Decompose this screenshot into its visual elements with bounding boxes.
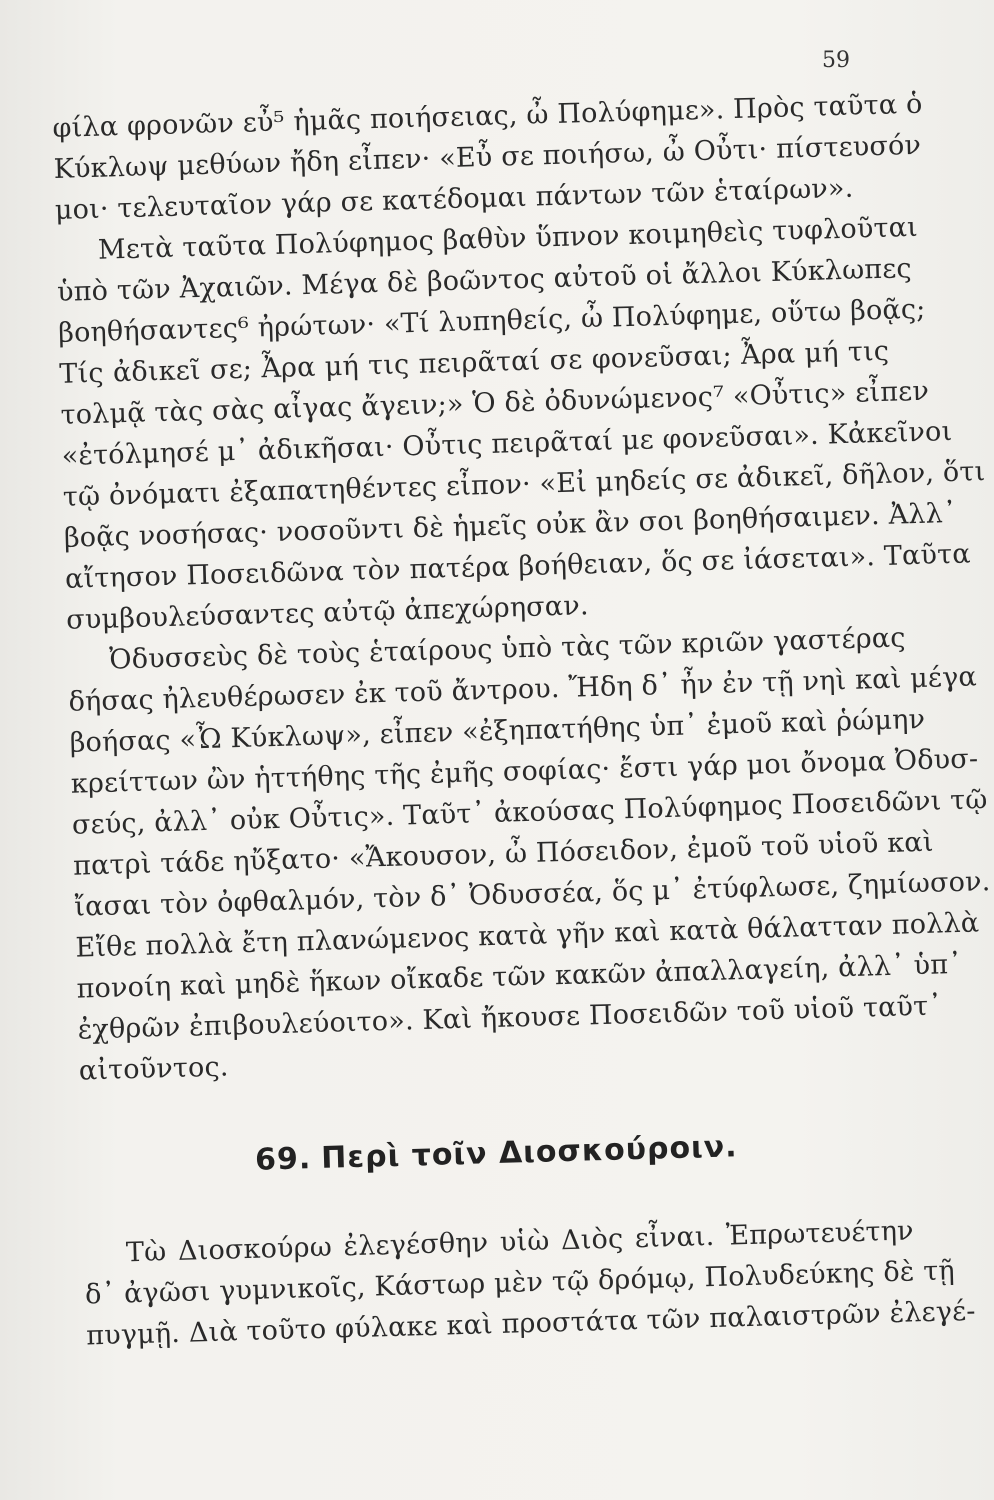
- text-line: Εἴθε πολλὰ ἔτη πλανώμενος κατὰ γῆν καὶ κατὰ θάλατταν πολλὰ: [75, 907, 980, 964]
- text-line: μοι· τελευταῖον γάρ σε κατέδομαι πάντων τῶν ἑταίρων».: [54, 172, 854, 226]
- text-line: ἴασαι τὸν ὀφθαλμόν, τὸν δ᾽ Ὀδυσσέα, ὅς μ᾽ ἐτύφλωσε, ζημίωσον.: [73, 866, 991, 923]
- paragraph: [55, 208, 986, 641]
- text-line: βοήσας «Ὦ Κύκλωψ», εἶπεν «ἐξηπατήθης ὑπ᾽ ἐμοῦ καὶ ῥώμην: [69, 703, 926, 759]
- paragraphs-top: [52, 85, 991, 1092]
- text-line: πυγμῇ. Διὰ τοῦτο φύλακε καὶ προστάτα τῶν παλαιστρῶν ἐλεγέ-: [85, 1295, 977, 1352]
- text-line: τῷ ὀνόματι ἐξαπατηθέντες εἶπον· «Εἰ μηδείς σε ἀδικεῖ, δῆλον, ὅτι: [62, 456, 986, 513]
- text-line: Τίς ἀδικεῖ σε; Ἆρα μή τις πειρᾶταί σε φονεῦσαι; Ἆρα μή τις: [59, 335, 890, 390]
- paragraph: [52, 85, 923, 231]
- text-line: Μετὰ ταῦτα Πολύφημος βαθὺν ὕπνον κοιμηθεὶς τυφλοῦται: [97, 211, 919, 266]
- text-line: πονοίη καὶ μηδὲ ἥκων οἴκαδε τῶν κακῶν ἀπαλλαγείη, ἀλλ᾽ ὑπ᾽: [76, 948, 963, 1005]
- text-line: συμβουλεύσαντες αὐτῷ ἀπεχώρησαν.: [65, 590, 590, 636]
- section-title: Περὶ τοῖν Διοσκούροιν.: [320, 1129, 739, 1176]
- paragraphs-bottom: [83, 1210, 977, 1356]
- text-line: πατρὶ τάδε ηὔξατο· «Ἄκουσον, ὦ Πόσειδον, ἐμοῦ τοῦ υἱοῦ καὶ: [72, 826, 934, 882]
- text-block: [52, 85, 991, 1357]
- text-line: δήσας ἠλευθέρωσεν ἐκ τοῦ ἄντρου. Ἤδη δ᾽ ἦν ἐν τῇ νηὶ καὶ μέγα: [68, 661, 978, 718]
- page-number: 59: [822, 48, 850, 73]
- text-line: «ἐτόλμησέ μ᾽ ἀδικῆσαι· Οὖτις πειρᾶταί με φονεῦσαι». Κἀκεῖνοι: [61, 415, 953, 472]
- text-line: κρείττων ὢν ἡττήθης τῆς ἐμῆς σοφίας· ἔστι γάρ μοι ὄνομα Ὀδυσ-: [70, 743, 979, 800]
- text-line: δ᾽ ἀγῶσι γυμνικοῖς, Κάστωρ μὲν τῷ δρόμῳ, Πολυδεύκης δὲ τῇ: [84, 1255, 956, 1311]
- text-line: ὑπὸ τῶν Ἀχαιῶν. Μέγα δὲ βοῶντος αὐτοῦ οἱ ἄλλοι Κύκλωπες: [56, 253, 913, 308]
- text-line: φίλα φρονῶν εὖ⁵ ἡμᾶς ποιήσειας, ὦ Πολύφημε». Πρὸς ταῦτα ὁ: [52, 88, 923, 144]
- section-heading: [81, 1122, 912, 1185]
- text-line: αἰτοῦντος.: [78, 1051, 230, 1087]
- text-line: βοηθήσαντες⁶ ἠρώτων· «Τί λυπηθείς, ὦ Πολύφημε, οὕτω βοᾷς;: [57, 293, 926, 349]
- text-line: Ὀδυσσεὺς δὲ τοὺς ἑταίρους ὑπὸ τὰς τῶν κριῶν γαστέρας: [109, 622, 906, 676]
- paragraph: [83, 1210, 977, 1356]
- text-line: αἴτησον Ποσειδῶνα τὸν πατέρα βοήθειαν, ὅς σε ἰάσεται». Ταῦτα: [64, 538, 972, 595]
- text-line: βοᾷς νοσήσας· νοσοῦντι δὲ ἡμεῖς οὐκ ἂν σοι βοηθήσαιμεν. Ἀλλ᾽: [63, 497, 958, 554]
- text-line: σεύς, ἀλλ᾽ οὐκ Οὖτις». Ταῦτ᾽ ἀκούσας Πολύφημος Ποσειδῶνι τῷ: [71, 784, 988, 841]
- section-number: 69.: [254, 1141, 312, 1178]
- text-line: Κύκλωψ μεθύων ἤδη εἶπεν· «Εὖ σε ποιήσω, ὦ Οὖτι· πίστευσόν: [53, 129, 922, 185]
- text-line: τολμᾷ τὰς σὰς αἶγας ἄγειν;» Ὁ δὲ ὀδυνώμενος⁷ «Οὖτις» εἶπεν: [60, 375, 930, 431]
- text-line: Τὼ Διοσκούρω ἐλεγέσθην υἱὼ Διὸς εἶναι. Ἐπρωτευέτην: [125, 1215, 915, 1269]
- text-line: ἐχθρῶν ἐπιβουλεύοιτο». Καὶ ἤκουσε Ποσειδῶν τοῦ υἱοῦ ταῦτ᾽: [77, 990, 943, 1046]
- paragraph: [67, 618, 991, 1092]
